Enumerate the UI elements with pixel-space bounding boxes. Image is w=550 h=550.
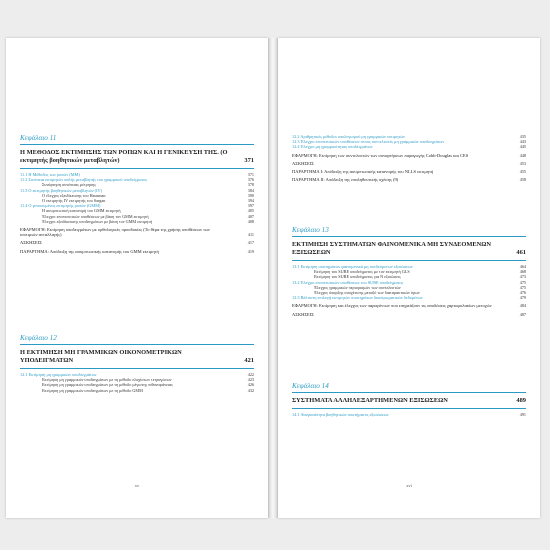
chapter-title-row[interactable] <box>292 397 526 405</box>
toc-entry-page: 371 <box>247 172 254 177</box>
toc-entry-title: ΠΑΡΑΡΤΗΜΑ Ι: Απόδειξη της ασυμπτωτικής κατανομής του NLLS εκτιμητή <box>292 169 434 175</box>
toc-list <box>278 134 540 182</box>
chapter-title: Η ΜΕΘΟΔΟΣ ΕΚΤΙΜΗΣΗΣ ΤΩΝ ΡΟΠΩΝ ΚΑΙ Η ΓΕΝΙΚΕΥΣΗ ΤΗΣ. (Ο εκτιμητής βοηθητικών μεταβλητών) <box>20 149 228 164</box>
toc-entry-title: ΠΑΡΑΡΤΗΜΑ: Απόδειξη της ασυμπτωτικής κατανομής του GMM εκτιμητή <box>20 248 159 254</box>
toc-entry-title: Ο εκτιμητής IV εκτιμητής του Sargan <box>42 198 106 204</box>
toc-entry-page: 411 <box>247 232 254 238</box>
toc-entry[interactable] <box>292 169 526 174</box>
toc-entry-title: ΑΣΚΗΣΕΙΣ <box>292 311 314 317</box>
chapter-label: Κεφάλαιο 14 <box>292 382 526 393</box>
chapter-page: 461 <box>516 249 526 256</box>
toc-entry-title: Εκτίμηση μη γραμμικών υποδειγμάτων με τη μέθοδο GMM <box>42 387 143 393</box>
toc-entry-title: 11.4 Ο γενικευμένος εκτιμητής ροπών (GMM) <box>20 203 101 209</box>
page-number: xvi <box>406 483 412 488</box>
chapter-12-continued <box>278 134 540 182</box>
toc-entry[interactable] <box>292 412 526 417</box>
toc-entry-title: ΕΦΑΡΜΟΓΗ: Εκτίμηση και έλεγχος των παραγόντων που επηρεάζουν τις αποδόσεις χαρτοφυλακίων μετοχών <box>292 303 492 309</box>
toc-list <box>278 264 540 317</box>
toc-entry-page: 390 <box>247 192 254 198</box>
chapter-page: 489 <box>516 397 526 404</box>
page-number: xv <box>134 483 140 488</box>
toc-entry-title: 13.3 Βέλτιστη επιλογή εκτιμητών συστημάτων διαστρωματικών δεδομένων <box>292 295 423 301</box>
toc-entry-title: Εκτίμηση μη γραμμικών υποδειγμάτων με τη μέθοδο μέγιστης πιθανοφάνειας <box>42 382 173 388</box>
chapter-13-section <box>278 226 540 317</box>
toc-entry-page: 484 <box>519 303 526 309</box>
book-spine <box>268 38 278 518</box>
chapter-page: 371 <box>244 157 254 164</box>
chapter-12-section <box>6 334 268 393</box>
toc-entry[interactable] <box>20 219 254 224</box>
toc-entry[interactable] <box>292 295 526 300</box>
toc-entry[interactable] <box>20 227 254 237</box>
toc-entry-page: 423 <box>247 377 254 383</box>
toc-entry-page: 491 <box>519 412 526 417</box>
chapter-page: 421 <box>244 357 254 364</box>
divider <box>292 408 526 409</box>
toc-entry[interactable] <box>20 249 254 254</box>
toc-entry-title: ΑΣΚΗΣΕΙΣ <box>292 160 314 166</box>
toc-entry[interactable] <box>292 144 526 149</box>
chapter-label: Κεφάλαιο 12 <box>20 334 254 345</box>
toc-entry-page: 384 <box>247 187 254 193</box>
toc-entry-title: Έλεγχοι εξειδίκευσης υποδειγμάτων με βάση τον GMM εκτιμητή <box>42 218 153 224</box>
toc-list <box>6 172 268 254</box>
chapter-title-row[interactable] <box>292 241 526 257</box>
toc-list <box>278 412 540 417</box>
toc-entry-title: 12.3 Έλεγχοι εποπτευτικών υποθέσεων στους συντελεστές μη γραμμικών υποδειγμάτων <box>292 139 445 145</box>
toc-entry-title: Εκτίμηση μη γραμμικών υποδειγμάτων με τη μέθοδο ελαχίστων τετραγώνων <box>42 377 172 383</box>
toc-entry-page: 417 <box>247 240 254 246</box>
toc-entry-page: 378 <box>247 182 254 188</box>
toc-entry-title: Έλεγχος ύπαρξης συσχέτισης μεταξύ των διαταρακτικών όρων <box>314 290 420 296</box>
toc-entry[interactable] <box>292 153 526 158</box>
chapter-title: Η ΕΚΤΙΜΗΣΗ ΜΗ ΓΡΑΜΜΙΚΩΝ ΟΙΚΟΝΟΜΕΤΡΙΚΩΝ ΥΠΟΔΕΙΓΜΑΤΩΝ <box>20 349 182 364</box>
toc-entry-title: ΕΦΑΡΜΟΓΗ: Εκτίμηση των συντελεστών των συναρτήσεων παραγωγής Cobb-Douglas και CES <box>292 152 469 158</box>
toc-entry[interactable] <box>292 312 526 317</box>
chapter-title-row[interactable] <box>20 149 254 165</box>
toc-entry-page: 487 <box>519 311 526 317</box>
toc-entry-page: 405 <box>247 208 254 214</box>
right-page <box>278 38 540 518</box>
toc-entry-title: 11.3 Ο εκτιμητής βοηθητικών μεταβλητών (IV) <box>20 187 103 193</box>
chapter-label: Κεφάλαιο 11 <box>20 134 254 145</box>
toc-entry-page: 448 <box>519 152 526 158</box>
toc-entry-page: 473 <box>519 274 526 280</box>
toc-entry-page: 443 <box>519 139 526 145</box>
divider <box>20 368 254 369</box>
toc-entry-title: ΑΣΚΗΣΕΙΣ <box>20 240 42 246</box>
toc-entry-title: Έλεγχοι εποπτευτικών υποθέσεων με βάση τον GMM εκτιμητή <box>42 213 149 219</box>
toc-entry-page: 419 <box>247 248 254 254</box>
toc-entry[interactable] <box>292 177 526 182</box>
toc-entry-title: ΕΦΑΡΜΟΓΗ: Εκτίμηση υποδειγμάτων με ορθολογικές προσδοκίες (Το θέμα της χρήσης υποθέσεων των ισοτιμιών ανταλλαγής) <box>20 227 210 238</box>
toc-entry-title: Έλεγχος γραμμικών περιορισμών των συντελεστών <box>314 284 401 290</box>
toc-entry-title: 13.2 Έλεγχοι εποπτευτικών υποθέσεων του SURE υποδείγματος <box>292 279 404 285</box>
toc-entry-page: 475 <box>519 279 526 285</box>
toc-entry-page: 453 <box>519 160 526 166</box>
toc-entry-page: 458 <box>519 177 526 183</box>
toc-entry-title: Συνάρτηση συνέπειας μέτρησης <box>42 182 97 188</box>
toc-entry[interactable] <box>292 161 526 166</box>
toc-entry-title: ΠΑΡΑΡΤΗΜΑ ΙΙ: Απόδειξη της επαληθευτικής σχέσης (9) <box>292 177 399 183</box>
toc-entry-title: 11.2 Συνέπεια εκτιμητών απλής μεταβλητής του γραμμικού υποδείγματος <box>20 177 148 183</box>
toc-list <box>6 372 268 393</box>
toc-entry-page: 475 <box>519 284 526 290</box>
toc-entry-page: 407 <box>247 213 254 219</box>
toc-entry-page: 394 <box>247 198 254 204</box>
divider <box>20 168 254 169</box>
toc-entry[interactable] <box>20 388 254 393</box>
toc-entry-title: 12.1 Εκτίμηση μη γραμμικών υποδειγμάτων <box>20 372 97 377</box>
chapter-title-row[interactable] <box>20 349 254 365</box>
toc-entry-page: 479 <box>519 295 526 301</box>
toc-entry-title: 12.2 Αριθμητικές μέθοδοι υπολογισμού μη γραμμικών εκτιμητών <box>292 134 405 139</box>
chapter-label: Κεφάλαιο 13 <box>292 226 526 237</box>
toc-entry-title: Ο έλεγχος εξειδίκευσης του Hausman <box>42 192 106 198</box>
left-page <box>6 38 268 518</box>
toc-entry[interactable] <box>292 303 526 308</box>
toc-entry-title: 14.1 Αναγκαιότητα βοηθητικών συστήματος εξισώσεων <box>292 412 389 417</box>
toc-entry-page: 464 <box>519 264 526 269</box>
toc-entry-page: 468 <box>519 269 526 275</box>
toc-entry-page: 397 <box>247 203 254 209</box>
toc-entry-title: Εκτίμηση του SURE υποδείγματος με τον εκτιμητή GLS <box>314 269 410 275</box>
toc-entry-title: Η ασυμπτωτική κατανομή του GMM εκτιμητή <box>42 208 121 214</box>
toc-entry-page: 476 <box>519 290 526 296</box>
toc-entry-page: 426 <box>247 382 254 388</box>
chapter-11-section <box>6 134 268 254</box>
chapter-title: ΣΥΣΤΗΜΑΤΑ ΑΛΛΗΛΕΞΑΡΤΗΜΕΝΩΝ ΕΞΙΣΩΣΕΩΝ <box>292 397 448 404</box>
toc-entry-page: 408 <box>247 218 254 224</box>
toc-entry-title: Εκτίμηση του SURE υποδείγματος για Ν εξισώσεις <box>314 274 401 280</box>
divider <box>292 260 526 261</box>
toc-entry-title: 13.1 Εκτίμηση συστημάτων φαινομενικά μη συνδεόμενων εξισώσεων <box>292 264 413 269</box>
chapter-14-section <box>278 382 540 417</box>
toc-entry-page: 455 <box>519 169 526 175</box>
toc-entry-page: 435 <box>519 134 526 139</box>
toc-entry-title: 12.4 Έλεγχοι μη γραμμικότητας υποδειγμάτων <box>292 144 373 150</box>
chapter-title: ΕΚΤΙΜΗΣΗ ΣΥΣΤΗΜΑΤΩΝ ΦΑΙΝΟΜΕΝΙΚΑ ΜΗ ΣΥΝΔΕΟΜΕΝΩΝ ΕΞΙΣΩΣΕΩΝ <box>292 241 491 256</box>
toc-entry-page: 422 <box>247 372 254 377</box>
toc-entry[interactable] <box>20 240 254 245</box>
toc-entry-page: 432 <box>247 387 254 393</box>
toc-entry-page: 376 <box>247 177 254 183</box>
toc-entry-page: 445 <box>519 144 526 150</box>
toc-entry-title: 11.1 Η Μέθοδος των ροπών (ΜΜ) <box>20 172 80 177</box>
